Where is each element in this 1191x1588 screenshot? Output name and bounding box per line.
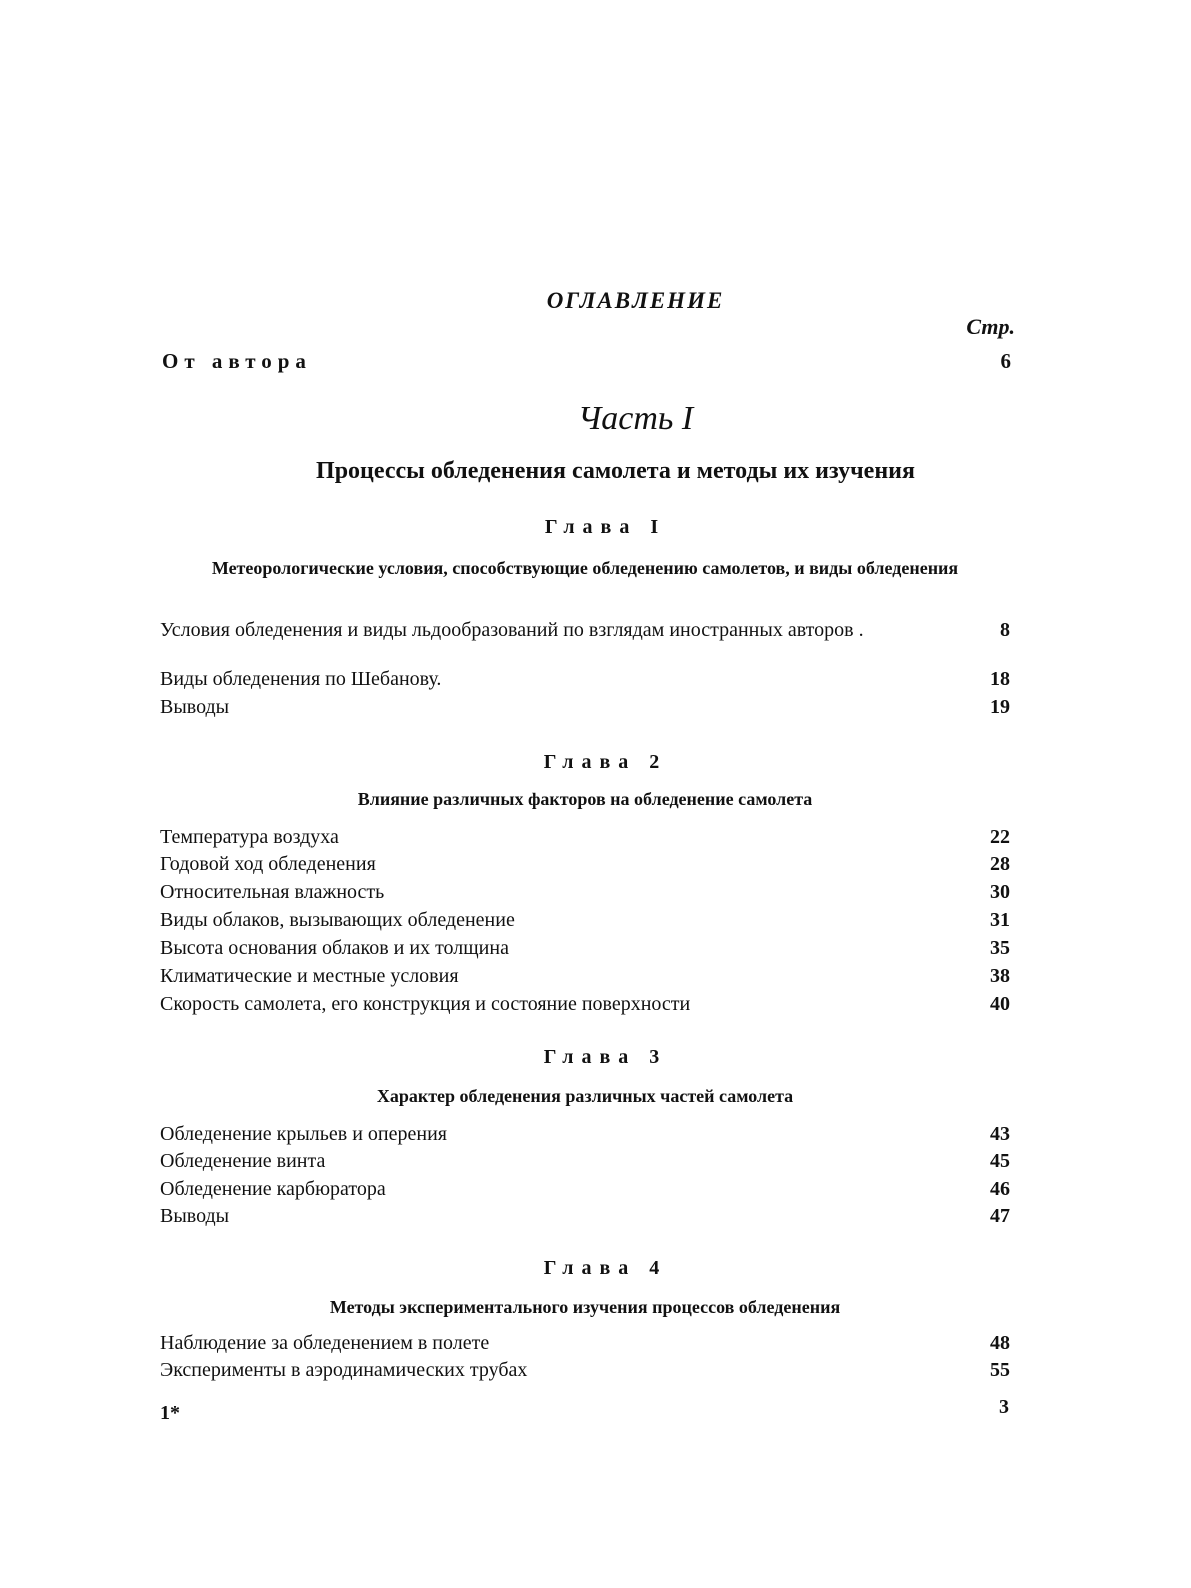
chapter-3-heading: Глава 3: [543, 1046, 668, 1068]
toc-entry-title: Виды облаков, вызывающих обледенение: [160, 909, 515, 931]
chapter-1-heading: Глава I: [544, 516, 667, 538]
toc-entry-title: Виды обледенения по Шебанову.: [160, 668, 442, 690]
toc-entry-page: 48: [990, 1332, 1010, 1354]
toc-entry: [160, 964, 1010, 988]
toc-entry: [160, 908, 1010, 932]
toc-entry-page: 46: [990, 1178, 1010, 1200]
toc-entry-title: Выводы: [160, 1205, 230, 1227]
toc-entry-title: Обледенение винта: [160, 1150, 326, 1172]
toc-entry-preface: От автора: [162, 349, 312, 373]
toc-entry-title: Температура воздуха: [160, 826, 339, 848]
toc-entry: [160, 618, 1010, 642]
page-number: 3: [999, 1396, 1009, 1418]
chapter-2-name: Влияние различных факторов на обледенение самолета: [357, 789, 813, 809]
toc-entry-page: 31: [990, 909, 1010, 931]
part-subtitle: Процессы обледенения самолета и методы их изучения: [316, 458, 915, 484]
signature-mark: 1*: [160, 1402, 180, 1424]
toc-entry: [160, 1149, 1010, 1173]
toc-entry-title: Обледенение карбюратора: [160, 1178, 386, 1200]
chapter-4-heading: Глава 4: [543, 1257, 668, 1279]
toc-entry-page: 30: [990, 881, 1010, 903]
chapter-2-heading: Глава 2: [543, 751, 668, 773]
toc-entry-title: Высота основания облаков и их толщина: [160, 937, 509, 959]
toc-entry-title: Выводы: [160, 696, 230, 718]
toc-entry-page: 55: [990, 1359, 1010, 1381]
page-column-label: Стр.: [966, 314, 1015, 339]
toc-entry-title: Скорость самолета, его конструкция и состояние поверхности: [160, 993, 691, 1015]
toc-entry-page: 43: [990, 1123, 1010, 1145]
toc-entry-page: 19: [990, 696, 1010, 718]
chapter-4-name: Методы экспериментального изучения процессов обледенения: [329, 1297, 841, 1317]
toc-entry-title: Климатические и местные условия: [160, 965, 459, 987]
toc-entry-title: Годовой ход обледенения: [160, 853, 376, 875]
toc-title: ОГЛАВЛЕНИЕ: [546, 288, 725, 313]
toc-entry: [160, 880, 1010, 904]
toc-entry-page: 8: [1000, 619, 1010, 641]
toc-entry-page: 40: [990, 993, 1010, 1015]
toc-entry-preface-page: 6: [1000, 349, 1011, 373]
chapter-3-name: Характер обледенения различных частей самолета: [376, 1086, 794, 1106]
toc-entry-title: Условия обледенения и виды льдообразований по взглядам иностранных авторов .: [160, 619, 864, 641]
toc-entry: [160, 1122, 1010, 1146]
toc-entry: [160, 667, 1010, 691]
toc-entry: [160, 1204, 1010, 1228]
toc-entry: [160, 1177, 1010, 1201]
toc-entry: [160, 1331, 1010, 1355]
chapter-1-name: Метеорологические условия, способствующие обледенению самолетов, и виды обледенения: [211, 558, 959, 578]
toc-entry: [160, 992, 1010, 1016]
toc-entry-page: 35: [990, 937, 1010, 959]
toc-entry-page: 22: [990, 826, 1010, 848]
toc-entry: [160, 695, 1010, 719]
toc-entry-title: Наблюдение за обледенением в полете: [160, 1332, 490, 1354]
part-title: Часть I: [577, 400, 694, 437]
toc-entry-page: 45: [990, 1150, 1010, 1172]
toc-entry-title: Эксперименты в аэродинамических трубах: [160, 1359, 528, 1381]
toc-entry-page: 38: [990, 965, 1010, 987]
toc-entry-page: 47: [990, 1205, 1010, 1227]
toc-entry-title: Относительная влажность: [160, 881, 385, 903]
toc-entry: [160, 825, 1010, 849]
toc-entry-page: 18: [990, 668, 1010, 690]
toc-entry-title: Обледенение крыльев и оперения: [160, 1123, 447, 1145]
toc-entry: [160, 1358, 1010, 1382]
toc-entry-page: 28: [990, 853, 1010, 875]
toc-entry: [160, 852, 1010, 876]
toc-entry: [160, 936, 1010, 960]
